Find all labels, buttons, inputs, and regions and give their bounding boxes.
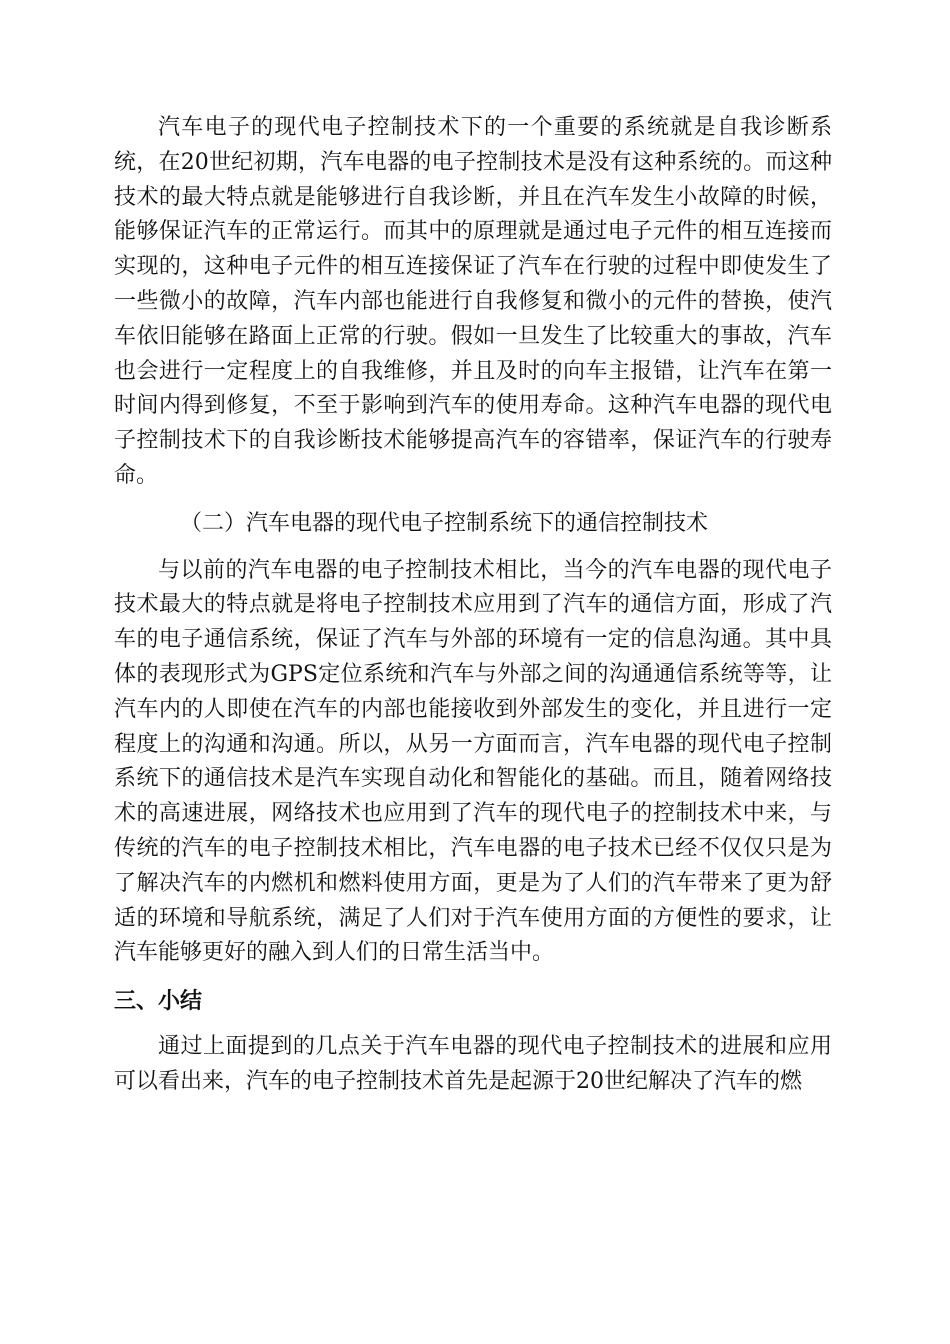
- paragraph-summary: 通过上面提到的几点关于汽车电器的现代电子控制技术的进展和应用可以看出来，汽车的电子控制技术首先是起源于20世纪解决了汽车的燃: [114, 1033, 832, 1094]
- section-subheading-communication: （二）汽车电器的现代电子控制系统下的通信控制技术: [180, 510, 709, 536]
- paragraph-self-diagnosis: 汽车电子的现代电子控制技术下的一个重要的系统就是自我诊断系统，在20世纪初期，汽车电器的电子控制技术是没有这种系统的。而这种技术的最大特点就是能够进行自我诊断，并且在汽车发生小故障的时候，能够保证汽车的正常运行。而其中的原理就是通过电子元件的相互连接而实现的，这种电子元件的相互连接保证了汽车在行驶的过程中即使发生了一些微小的故障，汽车内部也能进行自我修复和微小的元件的替换，使汽车依旧能够在路面上正常的行驶。假如一旦发生了比较重大的事故，汽车也会进行一定程度上的自我维修，并且及时的向车主报错，让汽车在第一时间内得到修复，不至于影响到汽车的使用寿命。这种汽车电器的现代电子控制技术下的自我诊断技术能够提高汽车的容错率，保证汽车的行驶寿命。: [114, 115, 832, 488]
- section-heading-summary: 三、小结: [114, 989, 203, 1015]
- document-page: [114, 111, 832, 1100]
- paragraph-communication: 与以前的汽车电器的电子控制技术相比，当今的汽车电器的现代电子技术最大的特点就是将电子控制技术应用到了汽车的通信方面，形成了汽车的电子通信系统，保证了汽车与外部的环境有一定的信息沟通。其中具体的表现形式为GPS定位系统和汽车与外部之间的沟通通信系统等等，让汽车内的人即使在汽车的内部也能接收到外部发生的变化，并且进行一定程度上的沟通和沟通。所以，从另一方面而言，汽车电器的现代电子控制系统下的通信技术是汽车实现自动化和智能化的基础。而且，随着网络技术的高速进展，网络技术也应用到了汽车的现代电子的控制技术中来，与传统的汽车的电子控制技术相比，汽车电器的电子技术已经不仅仅只是为了解决汽车的内燃机和燃料使用方面，更是为了人们的汽车带来了更为舒适的环境和导航系统，满足了人们对于汽车使用方面的方便性的要求，让汽车能够更好的融入到人们的日常生活当中。: [114, 557, 832, 966]
